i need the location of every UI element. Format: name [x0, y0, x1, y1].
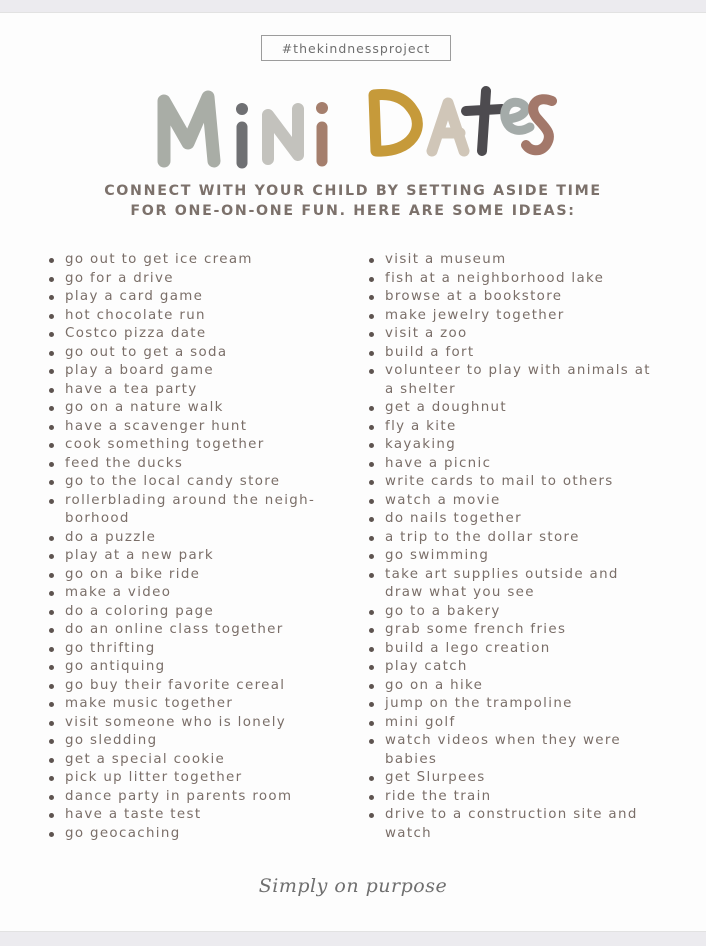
ideas-list-right	[368, 251, 703, 843]
list-item	[368, 251, 703, 270]
subtitle	[0, 181, 706, 221]
subtitle-line-1: CONNECT WITH YOUR CHILD BY SETTING ASIDE TIME	[104, 183, 602, 199]
list-item	[48, 584, 358, 603]
list-item-text: do a coloring page	[65, 603, 215, 619]
list-item	[48, 825, 358, 844]
hashtag-label: #thekindnessproject	[261, 35, 451, 61]
list-item	[48, 307, 358, 326]
list-item-text: dance party in parents room	[65, 788, 293, 804]
list-item	[48, 418, 358, 437]
list-item-text: borhood	[65, 511, 130, 526]
list-item-text: go for a drive	[65, 270, 174, 286]
list-item-text: drive to a construction site and	[385, 807, 638, 822]
list-item	[48, 566, 358, 585]
title-letter-t	[466, 91, 502, 151]
list-item	[48, 769, 358, 788]
list-item-text: make jewelry together	[385, 307, 565, 323]
list-item-text: mini golf	[385, 714, 456, 730]
ideas-list-left	[48, 251, 358, 843]
list-item-text: build a fort	[385, 344, 475, 360]
list-item-text: have a taste test	[65, 807, 202, 822]
list-item	[368, 603, 703, 622]
list-item-text: get a doughnut	[385, 400, 507, 415]
list-item-text: go out to get a soda	[65, 344, 228, 360]
list-item-text: play at a new park	[65, 548, 214, 563]
list-item	[368, 658, 703, 677]
list-item	[368, 769, 703, 788]
list-item-text: go to the local candy store	[65, 474, 281, 489]
list-item	[368, 418, 703, 437]
list-item	[48, 344, 358, 363]
list-item-text: go to a bakery	[385, 603, 501, 619]
list-item-text: go antiquing	[65, 659, 166, 674]
list-item-text: get a special cookie	[65, 751, 226, 767]
list-item-text: browse at a bookstore	[385, 289, 563, 304]
list-item	[368, 621, 703, 640]
list-item-text: grab some french fries	[385, 622, 567, 637]
list-item-text: draw what you see	[385, 585, 535, 600]
list-item-text: have a picnic	[385, 455, 492, 471]
list-item-text: play a card game	[65, 289, 204, 304]
list-item-text: go thrifting	[65, 640, 156, 656]
list-item-text: make music together	[65, 696, 234, 711]
list-item	[48, 362, 358, 381]
title-letter-d	[374, 95, 417, 152]
list-item	[48, 621, 358, 640]
list-item	[368, 788, 703, 807]
list-item	[48, 640, 358, 659]
list-item-text: Costco pizza date	[65, 326, 207, 341]
list-item-text: go on a bike ride	[65, 566, 201, 582]
page-title-mini-dates	[150, 71, 570, 171]
list-item-text: jump on the trampoline	[385, 696, 573, 711]
list-item-text: hot chocolate run	[65, 307, 206, 323]
list-item-text: rollerblading around the neigh-	[65, 492, 316, 508]
list-item-text: visit a museum	[385, 252, 507, 267]
list-item-text: watch	[385, 825, 433, 841]
list-item	[48, 473, 358, 492]
list-item	[48, 788, 358, 807]
list-item	[368, 640, 703, 659]
list-item	[48, 806, 358, 825]
list-item-text: volunteer to play with animals at	[385, 363, 651, 378]
list-item-text: pick up litter together	[65, 770, 243, 785]
list-item	[368, 566, 703, 603]
title-letter-a	[432, 103, 464, 151]
list-item-text: get Slurpees	[385, 770, 486, 785]
list-item-text: watch videos when they were	[385, 733, 621, 748]
list-item	[368, 344, 703, 363]
list-item	[368, 270, 703, 289]
list-item-text: watch a movie	[385, 492, 501, 508]
list-item	[368, 732, 703, 769]
list-item	[48, 677, 358, 696]
list-item	[48, 436, 358, 455]
list-item	[368, 677, 703, 696]
list-item-text: visit a zoo	[385, 326, 468, 341]
subtitle-line-2: FOR ONE-ON-ONE FUN. HERE ARE SOME IDEAS:	[130, 203, 576, 219]
list-item	[48, 658, 358, 677]
list-item-text: a trip to the dollar store	[385, 529, 580, 545]
list-item	[368, 399, 703, 418]
signature-logo: Simply on purpose	[258, 875, 448, 897]
list-item-text: have a tea party	[65, 381, 198, 397]
list-item-text: fly a kite	[385, 418, 457, 434]
list-item-text: make a video	[65, 585, 172, 600]
list-item-text: fish at a neighborhood lake	[385, 270, 605, 286]
list-item-text: take art supplies outside and	[385, 566, 619, 582]
list-item	[48, 455, 358, 474]
list-item	[368, 714, 703, 733]
title-letter-m	[164, 97, 214, 161]
list-item-text: a shelter	[385, 381, 457, 397]
list-item	[48, 399, 358, 418]
list-item-text: go on a nature walk	[65, 400, 224, 415]
list-item	[48, 751, 358, 770]
page-sheet	[0, 12, 706, 932]
list-item	[48, 695, 358, 714]
list-item-text: visit someone who is lonely	[65, 714, 287, 730]
list-item	[48, 529, 358, 548]
title-letter-e	[505, 102, 530, 130]
list-item-text: go out to get ice cream	[65, 252, 253, 267]
list-item	[48, 492, 358, 529]
list-item	[368, 436, 703, 455]
list-item-text: go sledding	[65, 733, 158, 748]
list-item-text: cook something together	[65, 437, 265, 452]
list-item-text: go buy their favorite cereal	[65, 677, 286, 693]
list-item	[368, 695, 703, 714]
list-item	[48, 288, 358, 307]
list-item	[48, 270, 358, 289]
list-item	[368, 325, 703, 344]
list-item-text: go on a hike	[385, 677, 484, 693]
list-item	[48, 714, 358, 733]
list-item	[368, 547, 703, 566]
list-item-text: go swimming	[385, 548, 490, 563]
list-item-text: do nails together	[385, 511, 522, 526]
list-item-text: go geocaching	[65, 825, 181, 841]
list-item-text: play catch	[385, 659, 468, 674]
list-item	[48, 547, 358, 566]
title-letter-n	[268, 109, 298, 159]
list-item	[48, 381, 358, 400]
list-item	[368, 492, 703, 511]
list-item-text: do an online class together	[65, 622, 284, 637]
list-item	[368, 473, 703, 492]
list-item	[368, 510, 703, 529]
list-item	[48, 325, 358, 344]
list-item	[368, 529, 703, 548]
list-item	[48, 251, 358, 270]
list-item-text: kayaking	[385, 437, 457, 452]
list-item-text: write cards to mail to others	[385, 474, 614, 489]
list-item-text: ride the train	[385, 788, 492, 804]
list-item	[48, 732, 358, 751]
list-item-text: play a board game	[65, 363, 214, 378]
list-item-text: feed the ducks	[65, 455, 184, 471]
list-item	[368, 307, 703, 326]
list-item	[368, 806, 703, 843]
list-item-text: build a lego creation	[385, 640, 551, 656]
list-item-text: do a puzzle	[65, 529, 157, 545]
list-item-text: have a scavenger hunt	[65, 418, 248, 434]
list-item	[368, 288, 703, 307]
list-item-text: babies	[385, 751, 438, 767]
list-item	[368, 362, 703, 399]
list-item	[48, 603, 358, 622]
list-item	[368, 455, 703, 474]
